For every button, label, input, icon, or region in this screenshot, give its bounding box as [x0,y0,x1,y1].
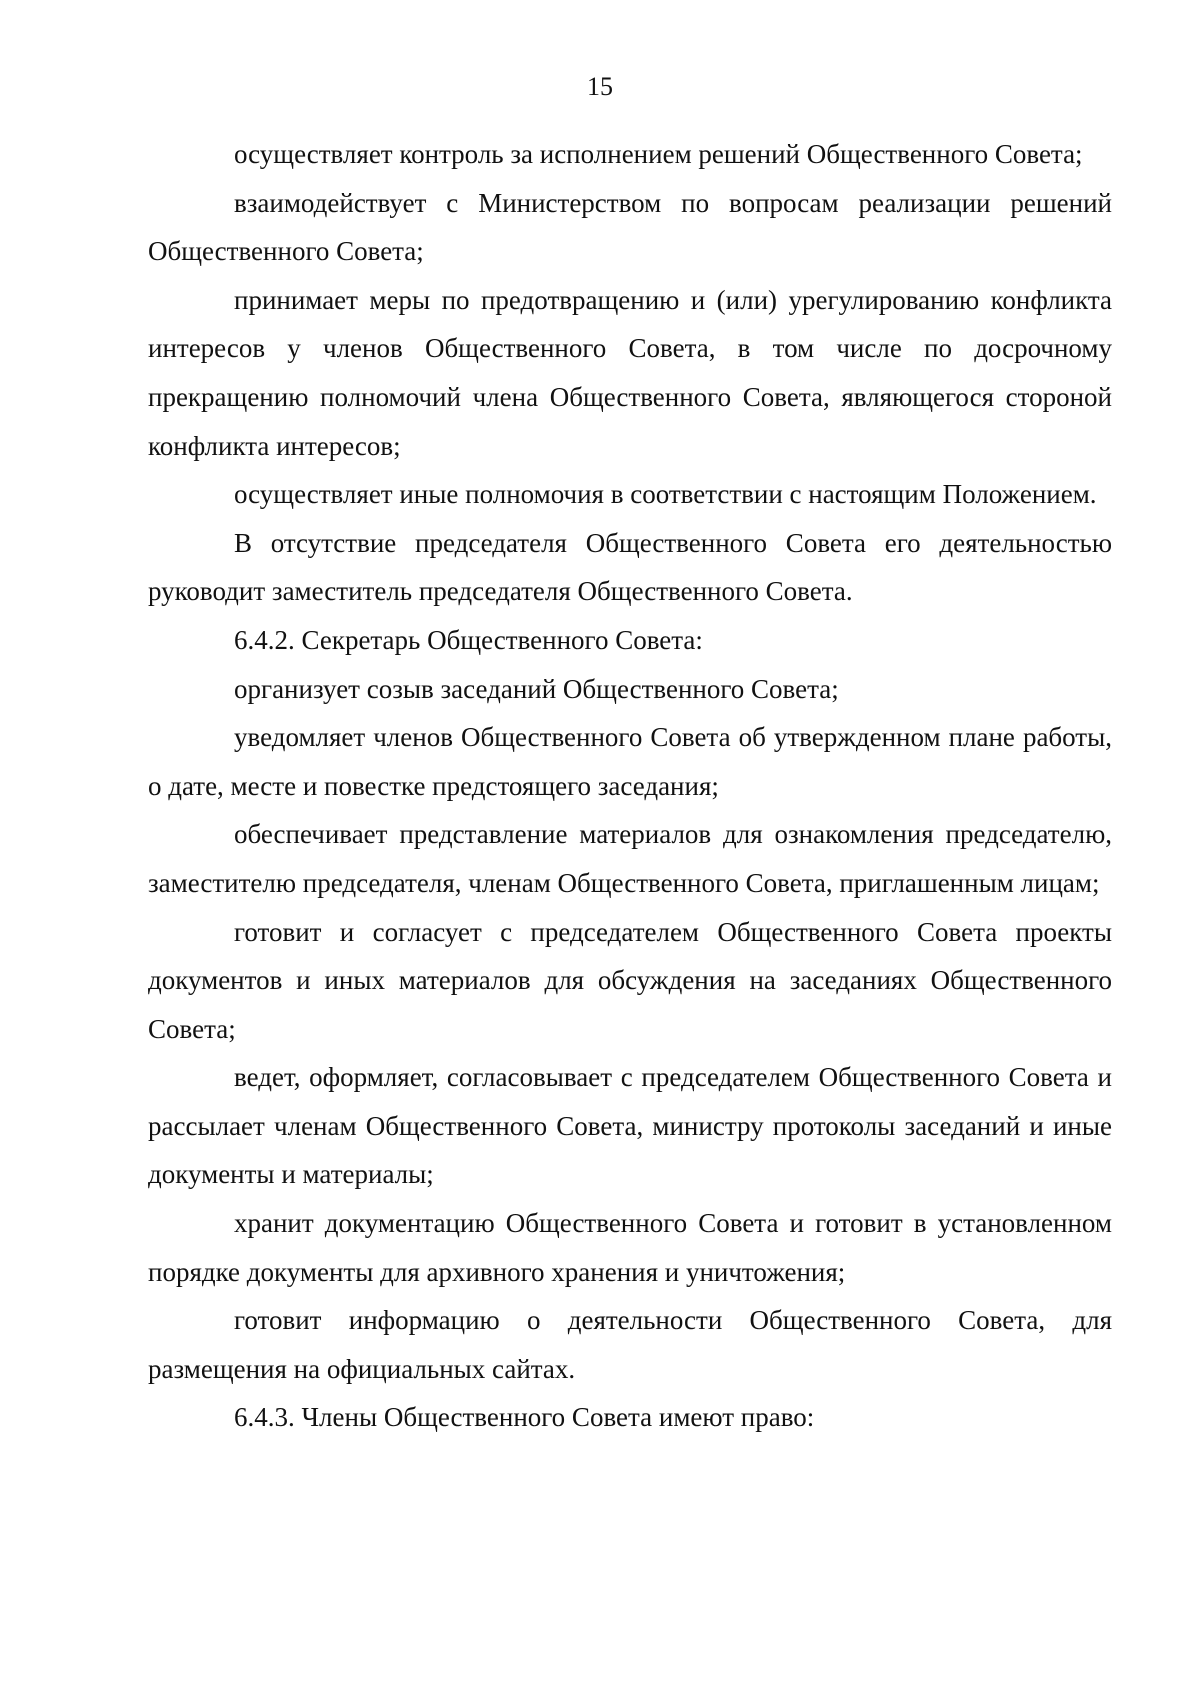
paragraph: осуществляет иные полномочия в соответствии с настоящим Положением. [234,479,1097,510]
paragraph: уведомляет членов Общественного Совета об утвержденном плане работы, о дате, месте и повестке предстоящего заседания; [148,722,1112,801]
paragraph: осуществляет контроль за исполнением решений Общественного Совета; [234,139,1083,169]
paragraph: организует созыв заседаний Общественного Совета; [234,673,839,704]
page-number: 15 [587,72,613,101]
paragraph: В отсутствие председателя Общественного Совета его деятельностью руководит заместитель председателя Общественного Совета. [148,527,1112,607]
paragraph: готовит и согласует с председателем Общественного Совета проекты документов и иных материалов для обсуждения на заседаниях Общественного Совета; [148,916,1112,1044]
page-body [148,130,1112,1442]
paragraph: принимает меры по предотвращению и (или) урегулированию конфликта интересов у членов Общественного Совета, в том числе по досрочному прекращению полномочий члена Общественного Совета, являющегося стороной конфликта интересов; [148,284,1112,461]
paragraph: хранит документацию Общественного Совета и готовит в установленном порядке документы для архивного хранения и уничтожения; [148,1208,1112,1287]
paragraph: готовит информацию о деятельности Общественного Совета, для размещения на официальных сайтах. [148,1305,1112,1384]
paragraph: взаимодействует с Министерством по вопросам реализации решений Общественного Совета; [148,187,1112,267]
section-heading: 6.4.3. Члены Общественного Совета имеют право: [234,1402,815,1433]
section-heading: 6.4.2. Секретарь Общественного Совета: [234,624,703,655]
paragraph: ведет, оформляет, согласовывает с председателем Общественного Совета и рассылает членам Общественного Совета, министру протоколы заседаний и иные документы и материалы; [148,1062,1112,1190]
paragraph: обеспечивает представление материалов для ознакомления председателю, заместителю председателя, членам Общественного Совета, приглашенным лицам; [148,819,1112,898]
